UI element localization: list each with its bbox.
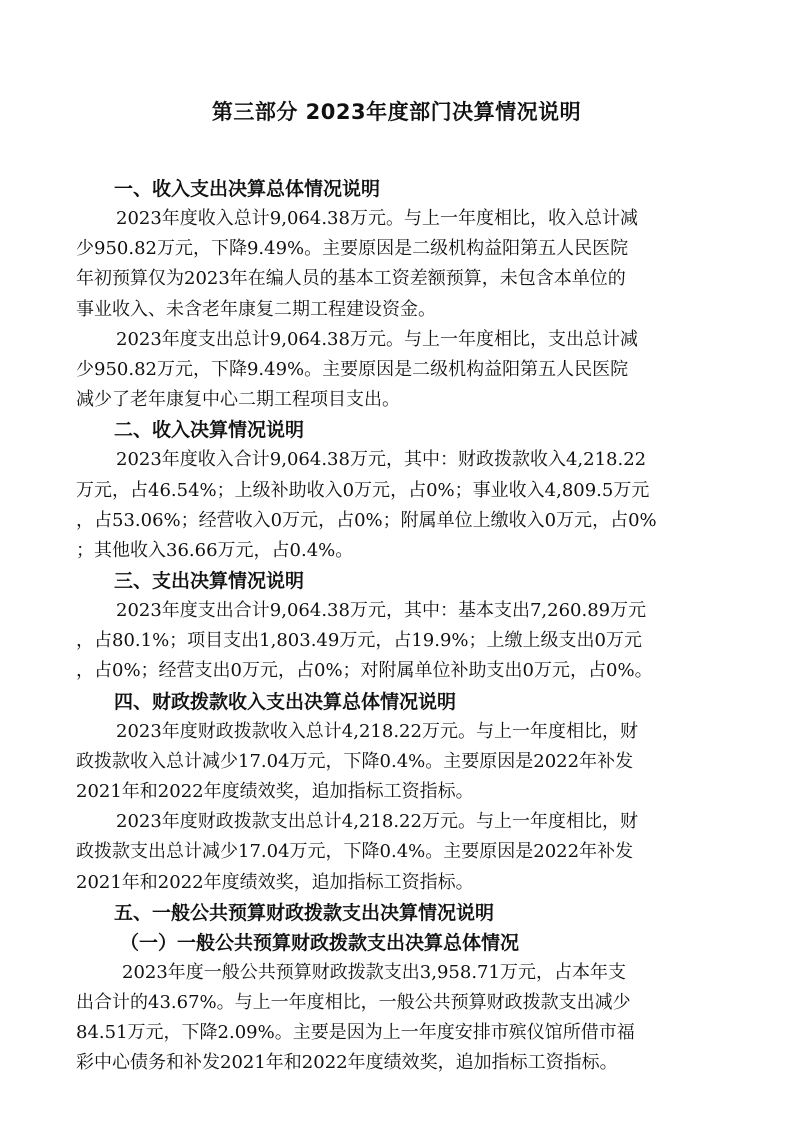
text-line: 出合计的43.67%。与上一年度相比，一般公共预算财政拨款支出减少 <box>76 991 631 1013</box>
text-line: 少950.82万元，下降9.49%。主要原因是二级机构益阳第五人民医院 <box>76 238 629 260</box>
section-2-paragraph-1 <box>76 445 716 566</box>
text-line: ，占53.06%；经营收入0万元，占0%；附属单位上缴收入0万元，占0% <box>76 509 657 531</box>
subsection-heading-5-1: （一）一般公共预算财政拨款支出决算总体情况 <box>120 931 520 954</box>
text-line: ，占0%；经营支出0万元，占0%；对附属单位补助支出0万元，占0%。 <box>76 660 653 682</box>
text-line: 政拨款收入总计减少17.04万元，下降0.4%。主要原因是2022年补发 <box>76 750 634 772</box>
section-heading-2: 二、收入决算情况说明 <box>114 419 305 442</box>
section-5-paragraph-1 <box>76 958 716 1079</box>
text-line: 万元，占46.54%；上级补助收入0万元，占0%；事业收入4,809.5万元 <box>76 479 650 501</box>
text-line: 84.51万元，下降2.09%。主要是因为上一年度安排市殡仪馆所借市福 <box>76 1022 635 1044</box>
text-line: 2023年度财政拨款支出总计4,218.22万元。与上一年度相比，财 <box>116 811 638 833</box>
section-heading-5: 五、一般公共预算财政拨款支出决算情况说明 <box>114 901 495 924</box>
text-line: 2023年度一般公共预算财政拨款支出3,958.71万元，占本年支 <box>122 961 626 983</box>
page-title: 第三部分 2023年度部门决算情况说明 <box>211 100 582 124</box>
text-line: 政拨款支出总计减少17.04万元，下降0.4%。主要原因是2022年补发 <box>76 841 634 863</box>
text-line: 2023年度支出合计9,064.38万元，其中：基本支出7,260.89万元 <box>116 600 647 622</box>
text-line: 2021年和2022年度绩效奖，追加指标工资指标。 <box>76 781 474 802</box>
section-heading-3: 三、支出决算情况说明 <box>114 570 305 593</box>
section-4-paragraph-2 <box>76 807 716 898</box>
text-line: ，占80.1%；项目支出1,803.49万元，占19.9%；上缴上级支出0万元 <box>76 630 642 652</box>
text-line: 年初预算仅为2023年在编人员的基本工资差额预算，未包含本单位的 <box>76 268 626 290</box>
section-heading-1: 一、收入支出决算总体情况说明 <box>114 178 381 200</box>
section-1-paragraph-2 <box>76 325 716 416</box>
section-1-paragraph-1 <box>76 204 716 325</box>
section-heading-4: 四、财政拨款收入支出决算总体情况说明 <box>114 690 457 713</box>
text-line: 2021年和2022年度绩效奖，追加指标工资指标。 <box>76 871 474 893</box>
section-4-paragraph-1 <box>76 717 716 808</box>
text-line: 少950.82万元，下降9.49%。主要原因是二级机构益阳第五人民医院 <box>76 358 629 380</box>
text-line: 事业收入、未含老年康复二期工程建设资金。 <box>76 298 436 320</box>
text-line: ；其他收入36.66万元，占0.4%。 <box>76 539 354 561</box>
text-line: 2023年度收入总计9,064.38万元。与上一年度相比，收入总计减 <box>116 208 638 229</box>
text-line: 彩中心债务和补发2021年和2022年度绩效奖，追加指标工资指标。 <box>76 1052 618 1074</box>
text-line: 2023年度支出总计9,064.38万元。与上一年度相比，支出总计减 <box>116 328 638 350</box>
text-line: 2023年度收入合计9,064.38万元，其中：财政拨款收入4,218.22 <box>116 449 647 471</box>
section-3-paragraph-1 <box>76 596 716 687</box>
text-line: 减少了老年康复中心二期工程项目支出。 <box>76 389 400 411</box>
text-line: 2023年度财政拨款收入总计4,218.22万元。与上一年度相比，财 <box>116 720 638 742</box>
document-body <box>76 174 716 1079</box>
